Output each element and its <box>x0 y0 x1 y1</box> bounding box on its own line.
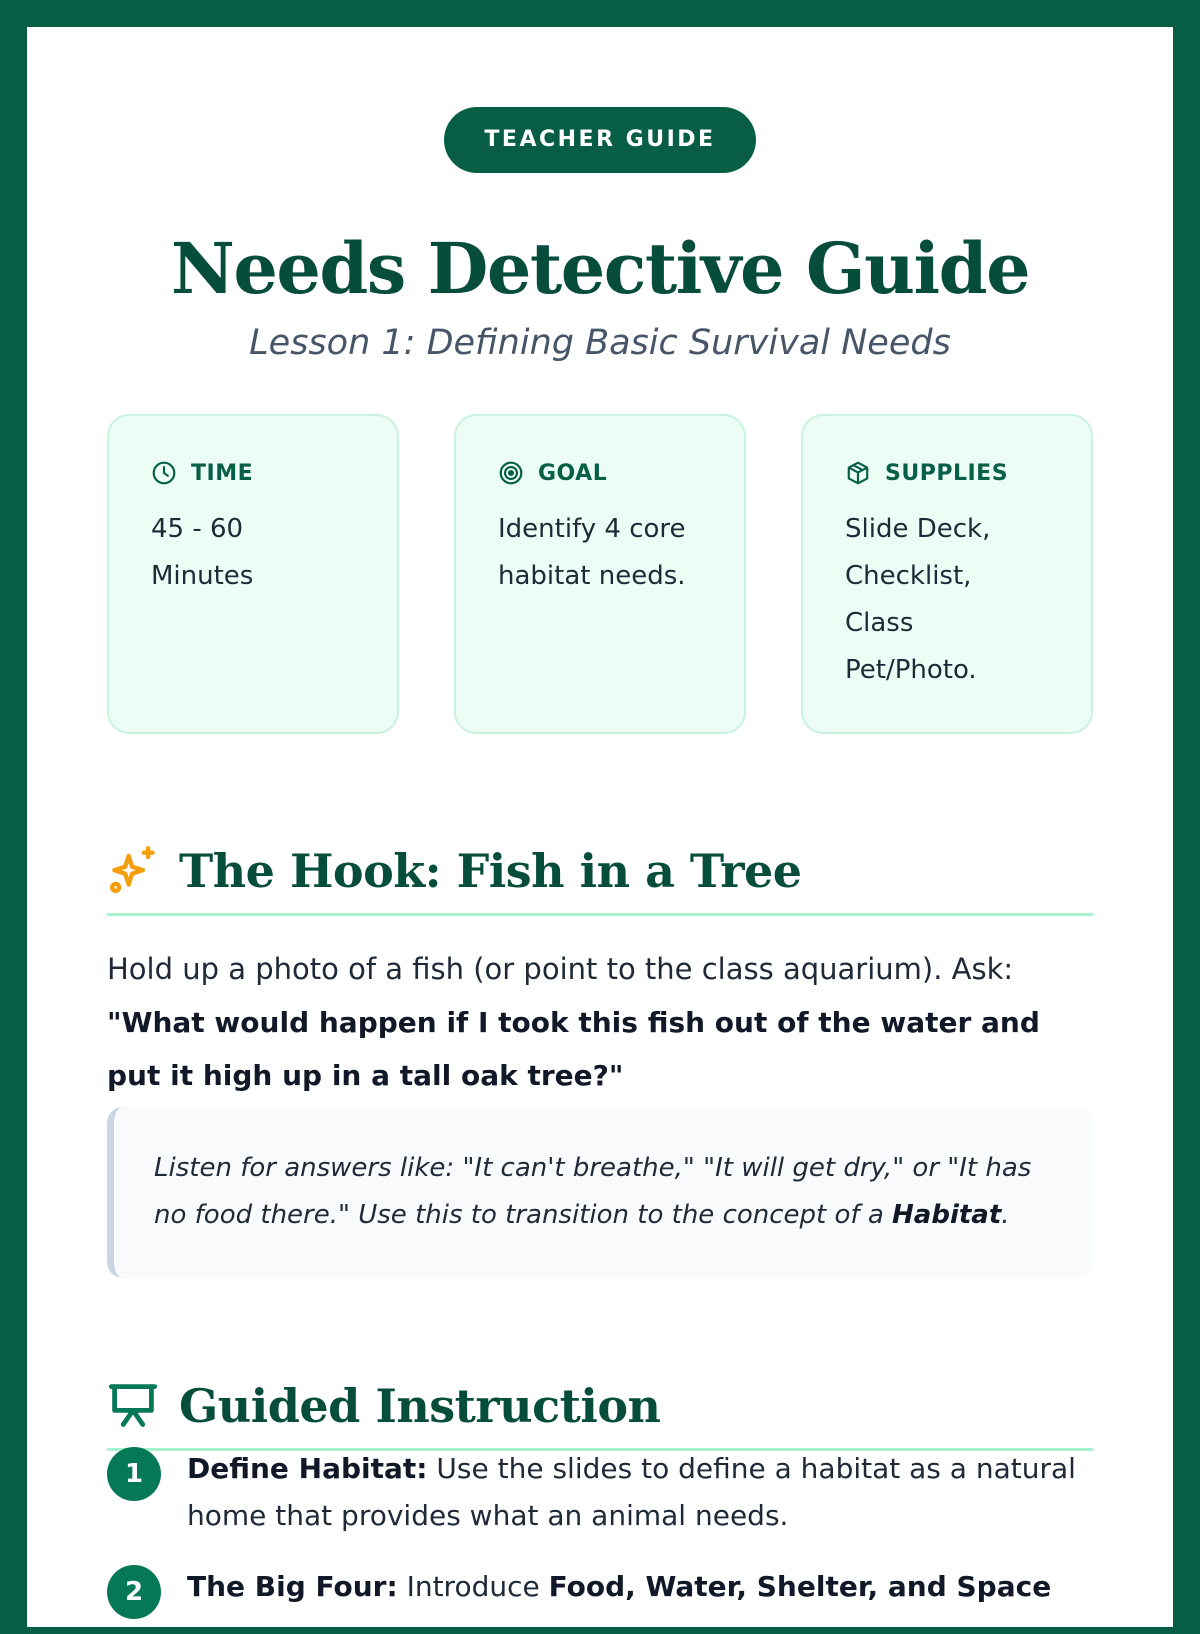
info-cards <box>107 414 1093 734</box>
step-number: 2 <box>107 1565 161 1619</box>
guided-section-title <box>107 1377 1093 1451</box>
step-item <box>107 1563 1093 1610</box>
callout-term: Habitat <box>892 1200 1002 1230</box>
step-number: 1 <box>107 1447 161 1501</box>
hook-intro: Hold up a photo of a fish (or point to the class aquarium). Ask: <box>107 952 1014 986</box>
badge-wrap <box>107 107 1093 173</box>
goal-card-text: Identify 4 core habitat needs. <box>498 514 686 591</box>
hook-title: The Hook: Fish in a Tree <box>179 844 802 898</box>
callout-text: Listen for answers like: "It can't breathe," "It will get dry," or "It has no food there." Use this to transition to the concept of a <box>154 1153 1032 1230</box>
page-subtitle: Lesson 1: Defining Basic Survival Needs <box>249 323 951 363</box>
goal-card-label: GOAL <box>538 460 608 486</box>
goal-card <box>454 414 746 734</box>
hook-question: "What would happen if I took this fish out of the water and put it high up in a tall oak tree?" <box>107 1006 1040 1092</box>
supplies-card-label: SUPPLIES <box>885 460 1009 486</box>
hook-section-title <box>107 842 1093 916</box>
guide-page <box>27 27 1173 1627</box>
step-item <box>107 1445 1093 1539</box>
presentation-icon <box>107 1379 159 1431</box>
step-text: Use the slides to define a habitat as a natural home that provides what an animal needs. <box>187 1452 1076 1532</box>
clock-icon <box>151 460 177 486</box>
box-icon <box>845 460 871 486</box>
supplies-card <box>801 414 1093 734</box>
step-emphasis: Food, Water, Shelter, and Space <box>548 1570 1052 1603</box>
step-label: Define Habitat: <box>187 1452 428 1485</box>
goal-card-header <box>498 458 724 488</box>
callout-end: . <box>1001 1200 1010 1230</box>
guided-steps <box>107 1445 1093 1634</box>
target-icon <box>498 460 524 486</box>
guided-title: Guided Instruction <box>179 1379 661 1433</box>
time-card <box>107 414 399 734</box>
sparkle-icon <box>107 844 159 896</box>
time-card-text: 45 - 60 Minutes <box>151 514 254 591</box>
step-text: Introduce <box>397 1570 549 1603</box>
hook-paragraph <box>107 943 1093 1102</box>
time-card-header <box>151 458 377 488</box>
step-label: The Big Four: <box>187 1570 398 1603</box>
time-card-label: TIME <box>191 460 254 486</box>
teacher-guide-badge: TEACHER GUIDE <box>444 107 755 173</box>
supplies-card-text: Slide Deck, Checklist, Class Pet/Photo. <box>845 514 991 685</box>
supplies-card-header <box>845 458 1071 488</box>
page-title: Needs Detective Guide <box>170 227 1030 310</box>
teacher-callout <box>107 1107 1093 1278</box>
